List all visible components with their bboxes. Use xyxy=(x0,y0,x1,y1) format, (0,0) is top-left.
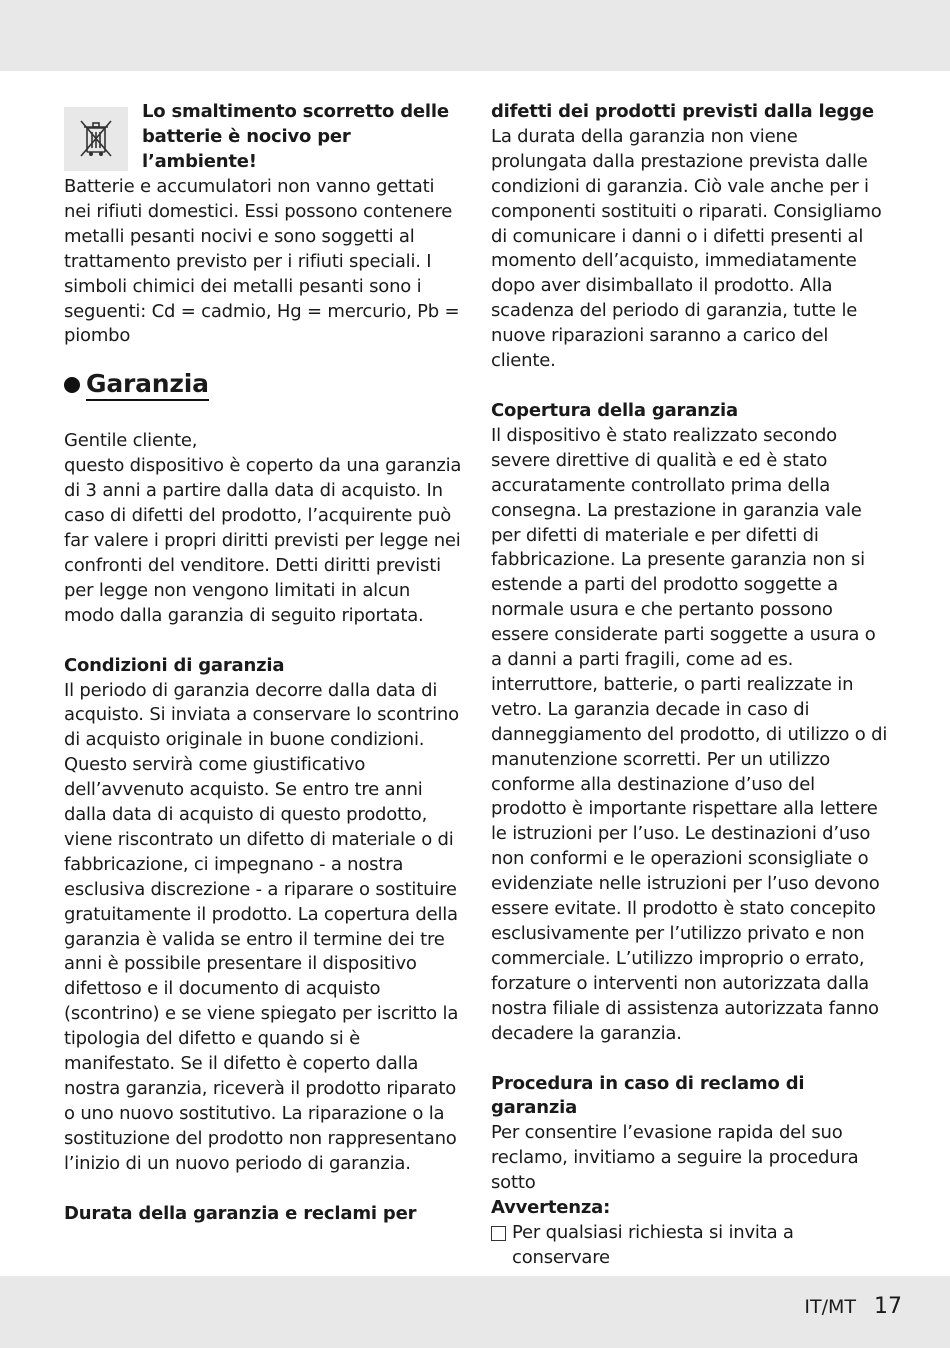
battery-warning-text: Batterie e accumulatori non vanno gettati nei rifiuti domestici. Essi possono contenere metalli pesanti nocivi e sono soggetti al trattamento previsto per i rifiuti speciali. I simboli chimici dei metalli pesanti sono i seguenti: Cd = cadmio, Hg = mercurio, Pb = piombo xyxy=(64,176,460,347)
section-heading xyxy=(64,369,464,401)
conditions-paragraph: Il periodo di garanzia decorre dalla data di acquisto. Si inviata a conservare lo scontrino di acquisto originale in buone condizioni. Questo servirà come giustificativo dell’avvenuto acquisto. Se entro tre anni dalla data di acquisto di questo prodotto, viene riscontrato un difetto di materiale o di fabbricazione, ci impegnano - a nostra esclusiva discrezione - a riparare o sostituire gratuitamente il prodotto. La copertura della garanzia è valida se entro il termine dei tre anni è possibile presentare il dispositivo difettoso e il documento di acquisto (scontrino) e se viene spiegato per iscritto la tipologia del difetto e quando si è manifestato. Se il difetto è coperto dalla nostra garanzia, riceverà il prodotto riparato o uno nuovo sostitutivo. La riparazione o la sostituzione del prodotto non rappresentano l’inizio di un nuovo periodo di garanzia. xyxy=(64,679,459,1174)
procedure-heading: Procedura in caso di reclamo di garanzia xyxy=(491,1072,805,1119)
header-band xyxy=(0,0,950,71)
left-column xyxy=(64,100,464,1227)
page-footer xyxy=(804,1293,902,1321)
battery-warning-heading: Lo smaltimento scorretto delle batterie è nocivo per l’ambiente! xyxy=(142,101,449,172)
notice-item-text: Per qualsiasi richiesta si invita a conservare xyxy=(512,1221,794,1268)
notice-label: Avvertenza: xyxy=(491,1197,611,1219)
notice-item xyxy=(491,1221,891,1271)
section-title: Garanzia xyxy=(86,369,209,401)
battery-warning xyxy=(64,100,464,175)
procedure-paragraph: Per consentire l’evasione rapida del suo reclamo, invitiamo a seguire la procedura sotto xyxy=(491,1122,859,1194)
language-code: IT/MT xyxy=(804,1296,856,1318)
coverage-heading: Copertura della garanzia xyxy=(491,399,738,421)
coverage-paragraph: Il dispositivo è stato realizzato secondo severe direttive di qualità e ed è stato accuratamente controllato prima della consegna. La prestazione in garanzia vale per difetti di materiale e per difetti di fabbricazione. La presente garanzia non si estende a parti del prodotto soggette a normale usura e che pertanto possono essere considerate parti soggette a usura o a danni a parti fragili, come ad es. interruttore, batterie, o parti realizzate in vetro. La garanzia decade in caso di danneggiamento del prodotto, di utilizzo o di manutenzione scorretti. Per un utilizzo conforme alla destinazione d’uso del prodotto è importante rispettare alla lettere le istruzioni per l’uso. Le destinazioni d’uso non conformi e le operazioni sconsigliate o evidenziate nelle istruzioni per l’uso devono essere evitate. Il prodotto è stato concepito esclusivamente per l’utilizzo privato e non commerciale. L’utilizzo improprio o errato, forzature o interventi non autorizzata dalla nostra filiale di assistenza autorizzata fanno decadere la garanzia. xyxy=(491,424,888,1044)
intro-paragraph: questo dispositivo è coperto da una garanzia di 3 anni a partire dalla data di acquisto. In caso di difetti del prodotto, l’acquirente può far valere i propri diritti previsti per legge nei confronti del venditore. Detti diritti previsti per legge non vengono limitati in alcun modo dalla garanzia di seguito riportata. xyxy=(64,455,462,626)
duration-heading-start: Durata della garanzia e reclami per xyxy=(64,1202,417,1224)
right-column xyxy=(491,100,891,1271)
conditions-heading: Condizioni di garanzia xyxy=(64,654,285,676)
crossed-out-bin-icon xyxy=(64,107,128,171)
duration-heading-end: difetti dei prodotti previsti dalla legge xyxy=(491,101,874,122)
bullet-icon xyxy=(64,377,80,393)
page-number: 17 xyxy=(874,1294,902,1319)
checkbox-icon xyxy=(491,1226,506,1241)
greeting: Gentile cliente, xyxy=(64,430,198,452)
duration-paragraph: La durata della garanzia non viene prolungata dalla prestazione prevista dalle condizioni di garanzia. Ciò vale anche per i componenti sostituiti o riparati. Consigliamo di comunicare i danni o i difetti presenti al momento dell’acquisto, immediatamente dopo aver disimballato il prodotto. Alla scadenza del periodo di garanzia, tutte le nuove riparazioni saranno a carico del cliente. xyxy=(491,125,882,372)
